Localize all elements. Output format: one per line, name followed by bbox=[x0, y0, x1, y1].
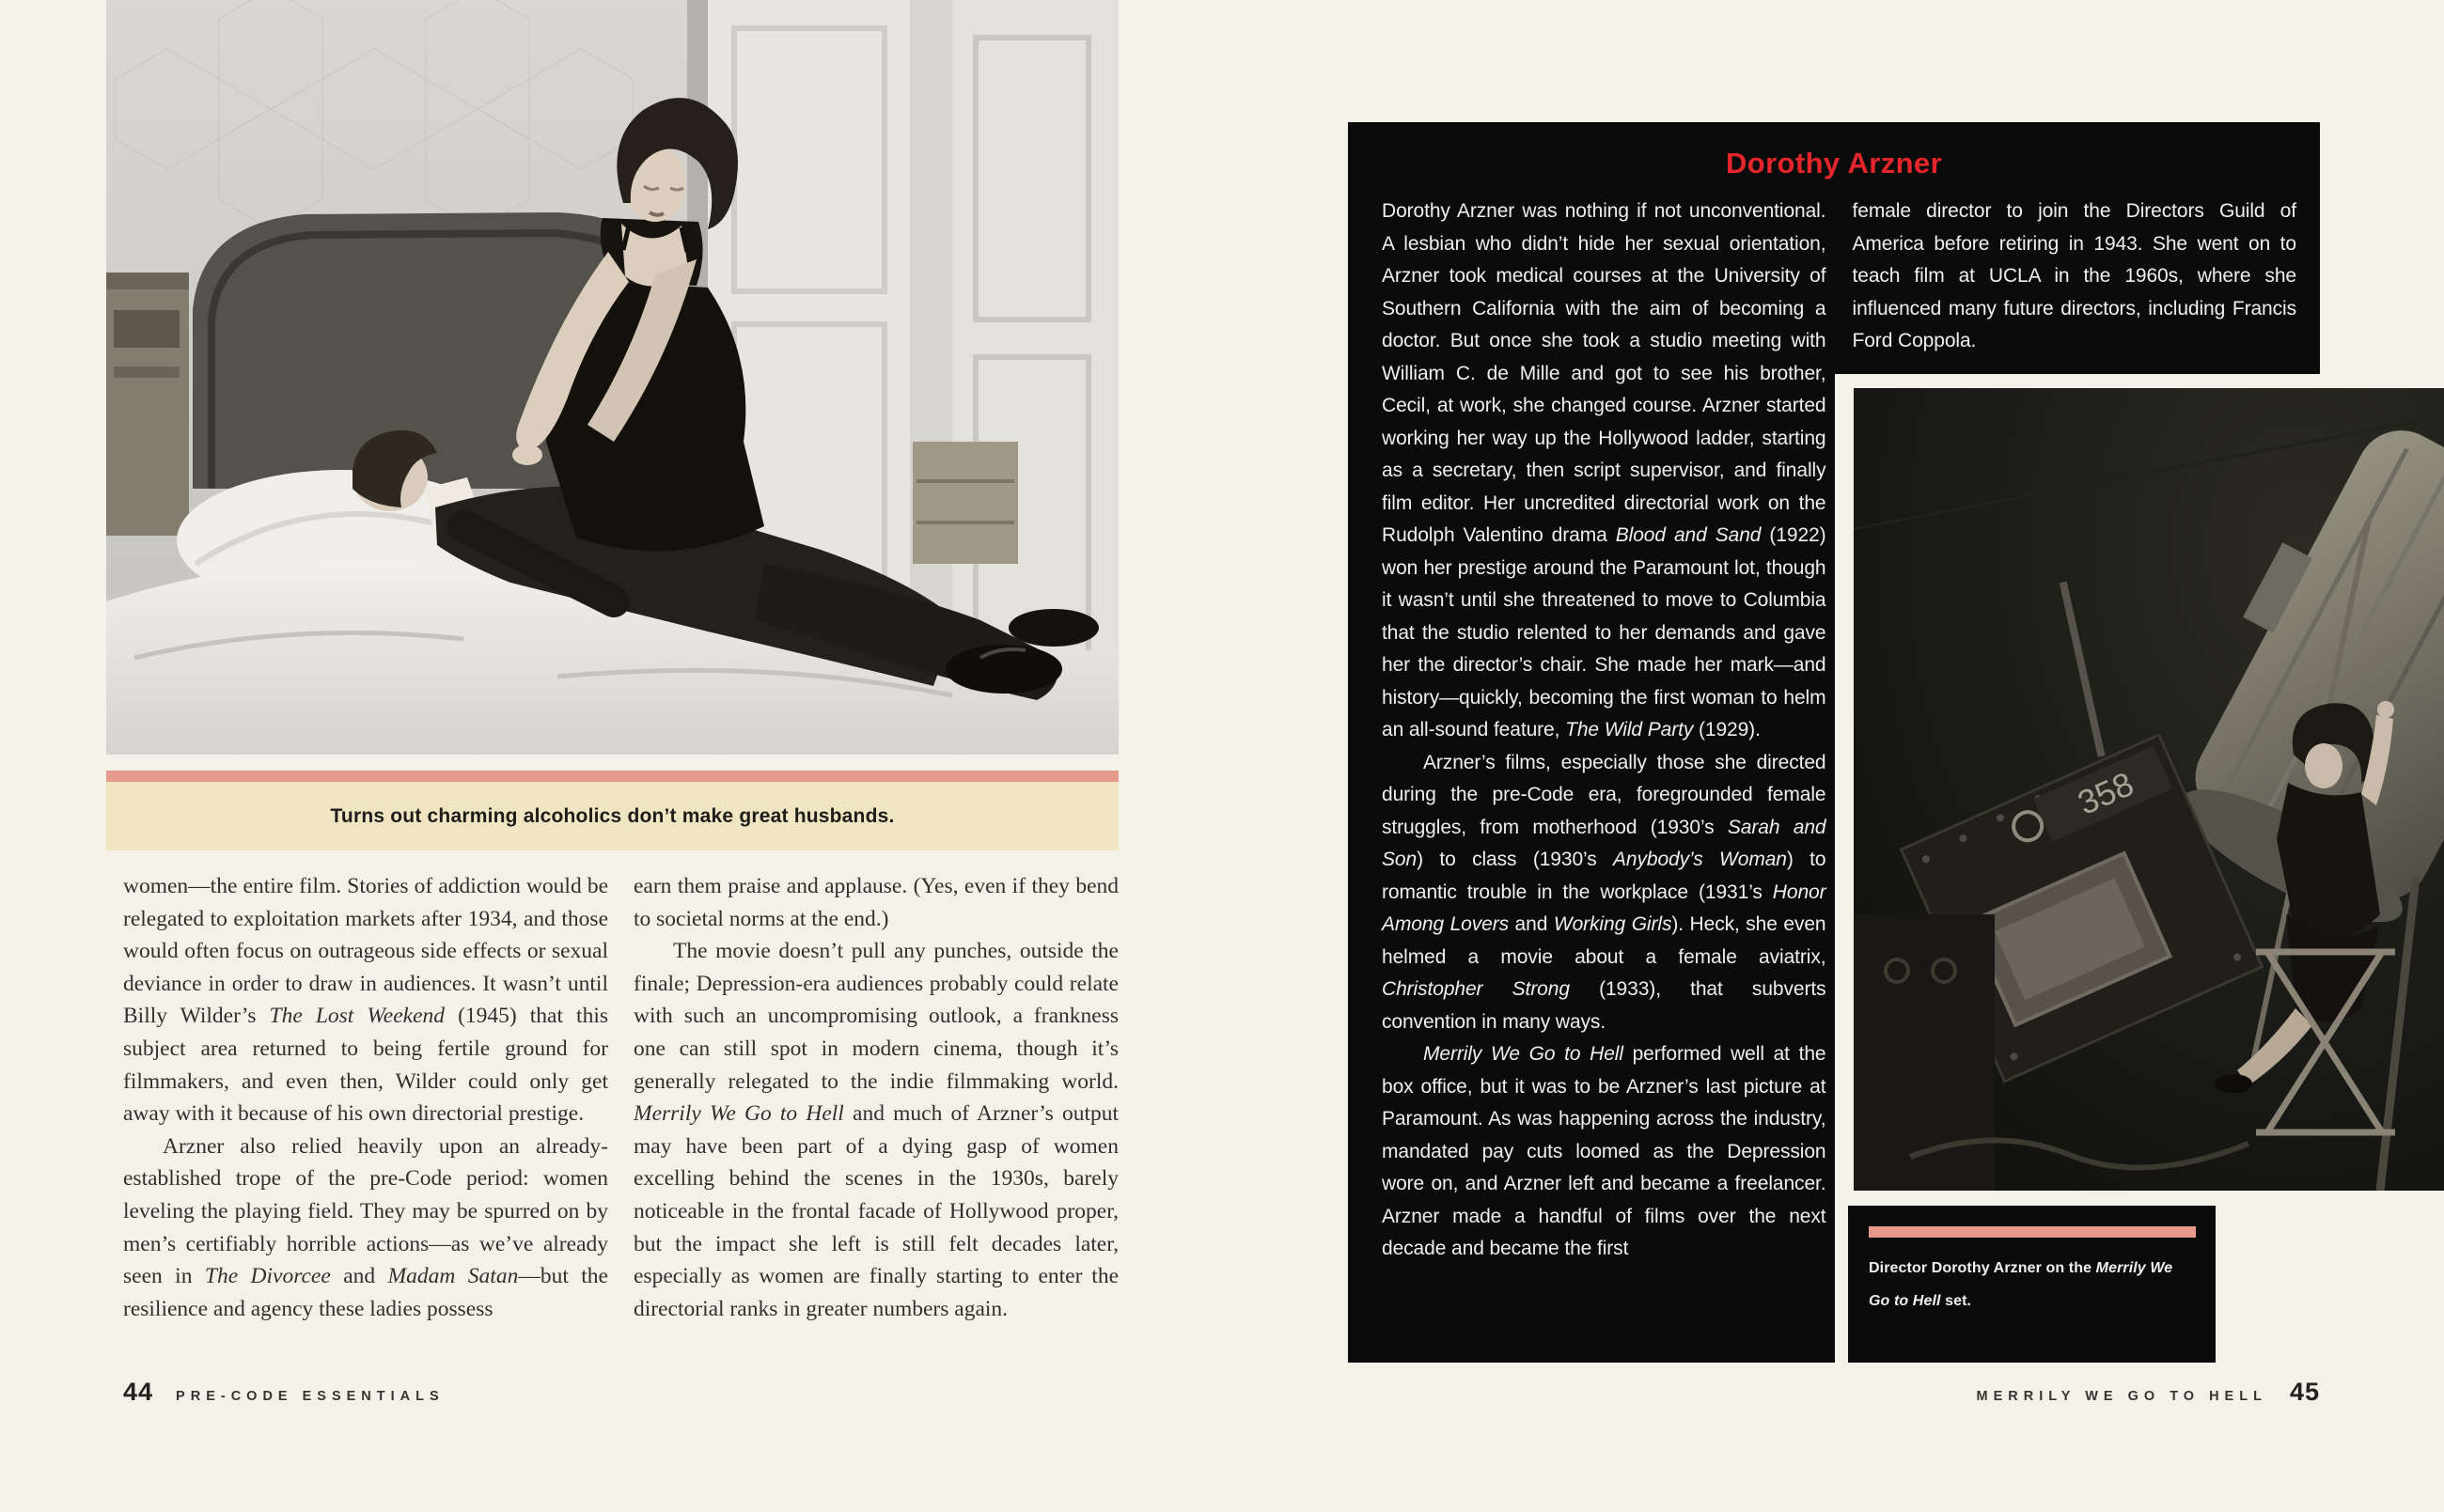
right-page bbox=[1222, 0, 2444, 1512]
paragraph: women—the entire film. Stories of addiction would be relegated to exploitation markets after 1934, and those would often focus on outrageous side effects or sexual deviance in order to draw in audiences. It wasn’t until Billy Wilder’s The Lost Weekend (1945) that this subject area returned to being fertile ground for filmmakers, and even then, Wilder could only get away with it because of his own directorial prestige. bbox=[123, 874, 608, 1127]
paragraph: Dorothy Arzner was nothing if not unconventional. A lesbian who didn’t hide her sexual orientation, Arzner took medical courses at the University of Southern California with the aim of becoming a doctor. But once she took a studio meeting with William C. de Mille and got to see his brother, Cecil, at work, she changed course. Arzner started working her way up the Hollywood ladder, starting as a secretary, then script supervisor, and finally film editor. Her uncredited directorial work on the Rudolph Valentino drama Blood and Sand (1922) won her prestige around the Paramount lot, though it wasn’t until she threatened to move to Columbia that the studio relented to her demands and gave her the director’s chair. She made her mark—and history—quickly, becoming the first woman to helm an all-sound feature, The Wild Party (1929). bbox=[1382, 200, 1826, 740]
running-head: MERRILY WE GO TO HELL bbox=[1976, 1389, 2267, 1404]
body-column-right bbox=[634, 870, 1119, 1325]
set-photo-caption: Director Dorothy Arzner on the Merrily We Go to Hell set. bbox=[1869, 1260, 2173, 1309]
body-column-left bbox=[123, 870, 608, 1325]
article-body bbox=[123, 870, 1119, 1325]
right-page-footer bbox=[1977, 1378, 2320, 1407]
paragraph: Merrily We Go to Hell performed well at the box office, but it was to be Arzner’s last picture at Paramount. As was happening across the industry, mandated pay cuts loomed as the Depression wore on, and Arzner left and became a freelancer. Arzner made a handful of films over the next decade and became the first bbox=[1382, 1043, 1826, 1259]
page-number: 44 bbox=[123, 1378, 154, 1406]
arzner-on-set-illustration bbox=[1854, 388, 2444, 1191]
paragraph: Arzner also relied heavily upon an already-established trope of the pre-Code period: women leveling the playing field. They may be spurred on by men’s certifiably horrible actions—as we’ve already seen in The Divorcee and Madam Satan—but the resilience and agency these ladies possess bbox=[123, 1133, 608, 1321]
still-caption-box bbox=[106, 782, 1119, 850]
running-head: PRE-CODE ESSENTIALS bbox=[176, 1389, 445, 1404]
caption-accent-bar bbox=[106, 771, 1119, 782]
nightstand bbox=[106, 273, 189, 536]
page-number: 45 bbox=[2289, 1378, 2320, 1406]
bio-column-1 bbox=[1382, 195, 1826, 1266]
left-page-footer bbox=[123, 1378, 445, 1407]
camera-number-label: 358 bbox=[2072, 764, 2139, 822]
caption-accent-bar bbox=[1869, 1226, 2196, 1238]
movie-still-photo bbox=[106, 0, 1119, 755]
paragraph: female director to join the Directors Guild of America before retiring in 1943. She went on to teach film at UCLA in the 1960s, where she influenced many future directors, including Francis Ford Coppola. bbox=[1852, 200, 2296, 351]
bedroom-scene-illustration bbox=[106, 0, 1119, 755]
bio-title: Dorothy Arzner bbox=[1725, 147, 1943, 179]
set-caption-box bbox=[1848, 1206, 2216, 1363]
paragraph: earn them praise and applause. (Yes, even if they bend to societal norms at the end.) bbox=[634, 874, 1119, 931]
still-caption: Turns out charming alcoholics don’t make great husbands. bbox=[330, 804, 895, 827]
paragraph: The movie doesn’t pull any punches, outside the finale; Depression-era audiences probably could relate with such an uncompromising outlook, a frankness one can still spot in modern cinema, though it’s generally relegated to the indie filmmaking world. Merrily We Go to Hell and much of Arzner’s output may have been part of a dying gasp of women excelling behind the scenes in the 1930s, barely noticeable in the frontal facade of Hollywood proper, but the impact she left is still felt decades later, especially as women are finally starting to enter the directorial ranks in greater numbers again. bbox=[634, 939, 1119, 1321]
paragraph: Arzner’s films, especially those she directed during the pre-Code era, foregrounded female struggles, from motherhood (1930’s Sarah and Son) to class (1930’s Anybody’s Woman) to romantic trouble in the workplace (1931’s Honor Among Lovers and Working Girls). Heck, she even helmed a movie about a female aviatrix, Christopher Strong (1933), that subverts convention in many ways. bbox=[1382, 751, 1826, 1033]
